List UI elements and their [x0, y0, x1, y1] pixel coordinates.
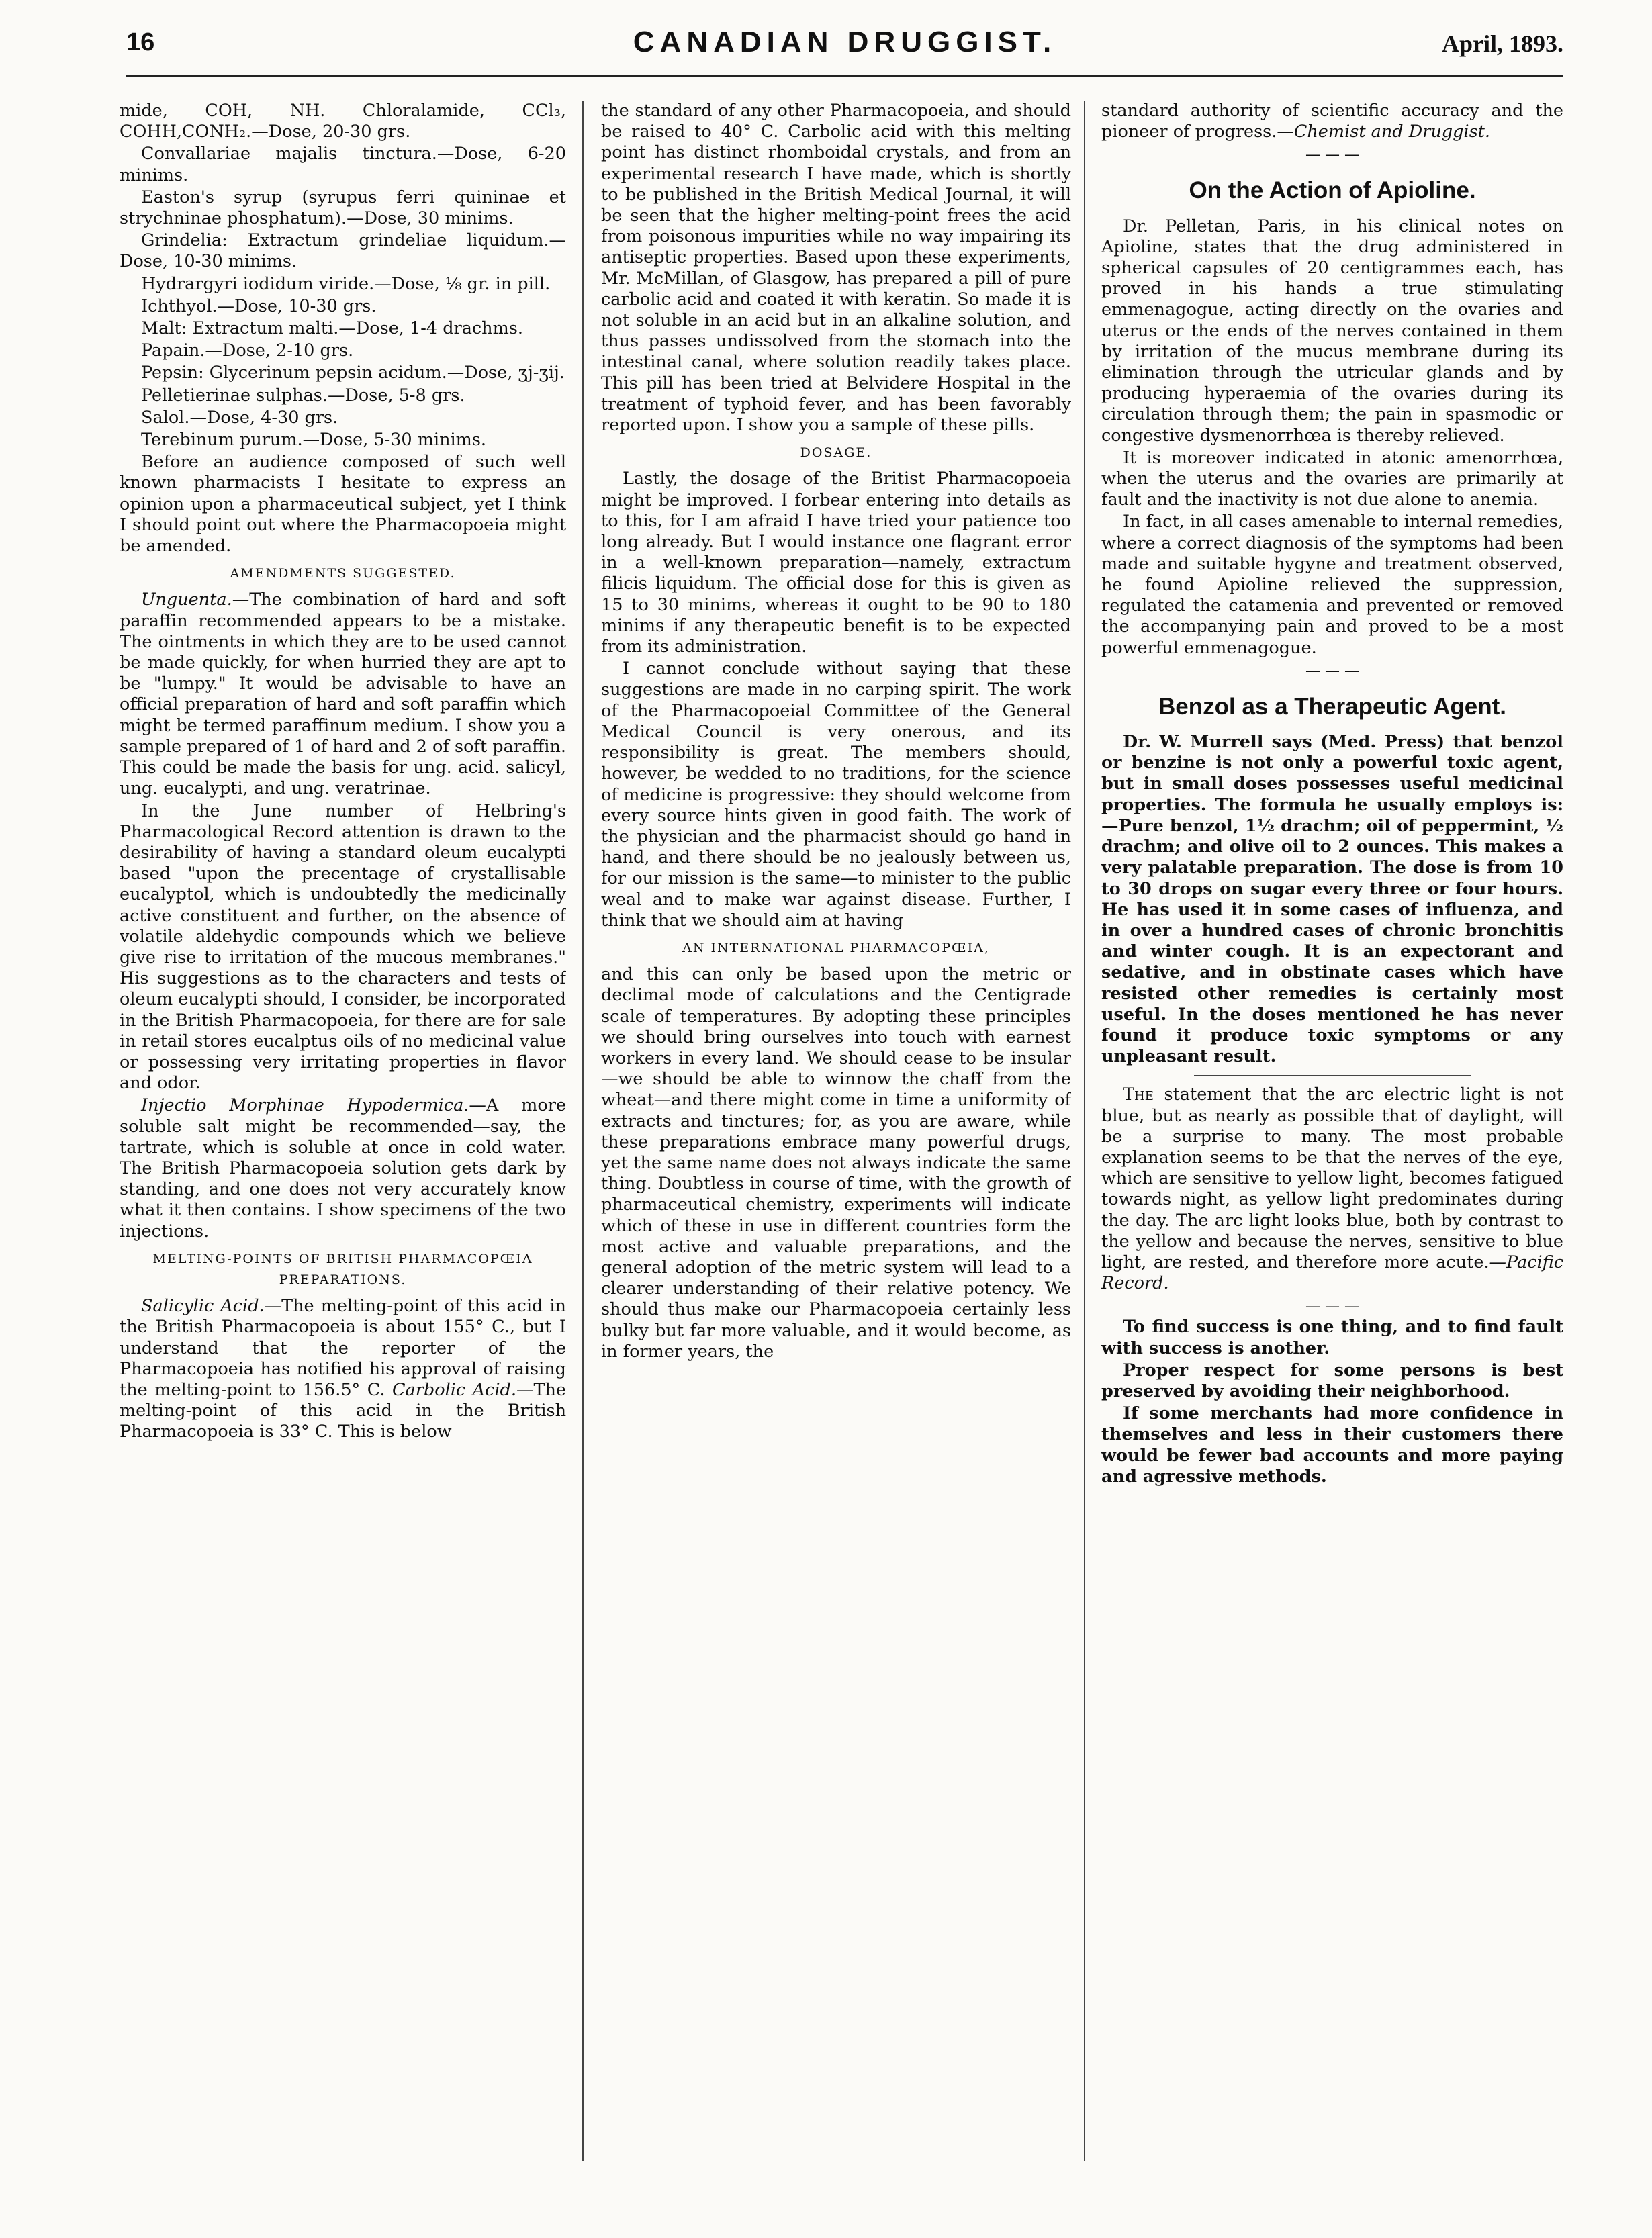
paragraph: Grindelia: Extractum grindeliae liquidum.—Dose, 10-30 minims. [120, 230, 566, 272]
paragraph-body: —A more soluble salt might be recommended—say, the tartrate, which is soluble at once in cold water. The British Pharmacopoeia solution gets dark by standing, and one does not very accurately know what it then contains. I show specimens of the two injections. [120, 1095, 566, 1242]
column-divider [1084, 101, 1085, 2161]
paragraph: and this can only be based upon the metric or declimal mode of calculations and the Centigrade scale of temperatures. By adopting these principles we should bring ourselves into touch with earnest workers in every land. We should cease to be insular—we should be able to winnow the chaff from the wheat—and there might come in time a uniformity of extracts and tinctures; for, as you are aware, while these preparations embrace many powerful drugs, yet the same name does not always indicate the same thing. Doubtless in course of time, with the growth of pharmaceutical chemistry, experiments will indicate which of these in use in different countries form the most active and valuable preparations, and the general adoption of the metric system will lead to a clearer understanding of their relative potency. We should thus make our Pharmacopoeia certainly less bulky but far more valuable, and it would become, as in former years, the [601, 964, 1071, 1362]
paragraph: Terebinum purum.—Dose, 5-30 minims. [141, 430, 487, 451]
paragraph: Easton's syrup (syrupus ferri quininae et strychninae phosphatum).—Dose, 30 minims. [120, 187, 566, 229]
paragraph: Ichthyol.—Dose, 10-30 grs. [141, 295, 377, 316]
source-credit: —Chemist and Druggist. [1277, 122, 1491, 142]
separator: — — — [1305, 662, 1359, 680]
paragraph: I cannot conclude without saying that these suggestions are made in no carping spirit. The work of the Pharmacopoeial Committee of the General Medical Council is very onerous, and its responsibility is great. The members should, however, be wedded to no traditions, for the science of medicine is progressive: they should welcome from every source hints given in good faith. The work of the physician and the pharmacist should go hand in hand, and there should be no jealously between us, for our mission is the same—to minister to the public weal and to make war against disease. Further, I think that we should aim at having [601, 659, 1071, 931]
column-right [1101, 101, 1563, 2161]
paragraph-lead: Salicylic Acid. [141, 1296, 265, 1317]
paragraph: the standard of any other Pharmacopoeia, and should be raised to 40° C. Carbolic acid with this melting point has distinct rhomboidal crystals, and from an experimental research I have made, which is shortly to be published in the British Medical Journal, it will be seen that the higher melting-point frees the acid from poisonous impurities while no way impairing its antiseptic properties. Based upon these experiments, Mr. McMillan, of Glasgow, has prepared a pill of pure carbolic acid and coated it with keratin. So made it is not soluble in an acid but in an alkaline solution, and thus passes undissolved from the stomach into the intestinal canal, where solution readily takes place. This pill has been tried at Belvidere Hospital in the treatment of typhoid fever, and has been favorably reported upon. I show you a sample of these pills. [601, 101, 1071, 436]
paragraph: Dr. Pelletan, Paris, in his clinical notes on Apioline, states that the drug administered in spherical capsules of 20 centigrammes each, has proved in his hands a true stimulating emmenagogue, acting directly on the ovaries and uterus or the ends of the nerves contained in them by irritation of the mucus membrane during its elimination through the utricular glands and by producing hyperaemia of the ovaries during its circulation through them; the pain in spasmodic or congestive dysmenorrhœa is thereby relieved. [1101, 216, 1563, 446]
source-credit: —Pacific Record. [1101, 1252, 1563, 1294]
column-middle [601, 101, 1071, 2161]
paragraph: Dr. W. Murrell says (Med. Press) that benzol or benzine is not only a powerful toxic agent, but in small doses possesses useful medicinal properties. The formula he usually employs is:—Pure benzol, 1½ drachm; oil of peppermint, ½ drachm; and olive oil to 2 ounces. This makes a very palatable preparation. The dose is from 10 to 30 drops on sugar every three or four hours. He has used it in some cases of influenza, and in over a hundred cases of chronic bronchitis and winter cough. It is an expectorant and sedative, and in obstinate cases which have resisted other remedies is certainly most useful. In the doses mentioned he has never found it produce toxic symptoms or any unpleasant result. [1101, 732, 1563, 1067]
page-number: 16 [126, 28, 155, 56]
paragraph: Pelletierinae sulphas.—Dose, 5-8 grs. [141, 385, 465, 406]
paragraph: Proper respect for some persons is best preserved by avoiding their neighborhood. [1101, 1360, 1563, 1401]
paragraph-lead: Unguenta. [141, 590, 232, 610]
paragraph: mide, COH, NH. Chloralamide, CCl₃, COHH,CONH₂.—Dose, 20-30 grs. [120, 101, 566, 142]
paragraph: Papain.—Dose, 2-10 grs. [141, 340, 354, 361]
issue-date: April, 1893. [1441, 30, 1563, 57]
paragraph: Convallariae majalis tinctura.—Dose, 6-20 minims. [120, 144, 566, 185]
paragraph-lead: Injectio Morphinae Hypodermica. [141, 1095, 469, 1116]
paragraph: Salol.—Dose, 4-30 grs. [141, 407, 338, 428]
paragraph: Hydrargyri iodidum viride.—Dose, ⅛ gr. in pill. [141, 273, 551, 294]
paragraph: Malt: Extractum malti.—Dose, 1-4 drachms. [141, 318, 523, 339]
paragraph-lead: Carbolic Acid. [392, 1379, 516, 1400]
paragraph: To find success is one thing, and to find fault with success is another. [1101, 1317, 1563, 1358]
paragraph [120, 590, 566, 799]
paragraph-body: statement that the arc electric light is not blue, but as nearly as possible that of daylight, will be a surprise to many. The most probable explanation seems to be that the nerves of the eye, which are sensitive to yellow light, becomes fatigued towards night, as yellow light predominates during the day. The arc light looks blue, both by contrast to the yellow and because the nerves, sensitive to blue light, are rested, and therefore more acute. [1101, 1084, 1563, 1272]
separator: — — — [1305, 146, 1359, 164]
paragraph-body: —The combination of hard and soft paraffin recommended appears to be a mistake. The ointments in which they are to be used cannot be made quickly, for when hurried they are apt to be "lumpy." It would be advisable to have an official preparation of hard and soft paraffin which might be termed paraffinum medium. I show you a sample prepared of 1 of hard and 2 of soft paraffin. This could be made the basis for ung. acid. salicyl, ung. eucalypti, and ung. veratrinae. [120, 590, 566, 799]
publication-title: CANADIAN DRUGGIST. [633, 26, 1057, 58]
paragraph-body: —The melting-point of this acid in the British Pharmacopoeia is about 155° C., but I understand that the reporter of the Pharmacopoeia has notified his approval of raising the melting-point to 156.5° C. [120, 1296, 566, 1400]
section-subheading: DOSAGE. [800, 445, 872, 461]
paragraph: Lastly, the dosage of the Britist Pharmacopoeia might be improved. I forbear entering into details as to this, for I am afraid I have tried your patience too long already. But I would instance one flagrant error in a well-known preparation—namely, extractum filicis liquidum. The official dose for this is given as 15 to 30 minims, whereas it ought to be 90 to 180 minims if any therapeutic benefit is to be expected from its administration. [601, 469, 1071, 657]
paragraph-body: —The melting-point of this acid in the British Pharmacopoeia is 33° C. This is below [120, 1379, 566, 1442]
separator-rule [1194, 1075, 1471, 1076]
column-left [120, 101, 566, 2161]
paragraph-lead: The [1123, 1084, 1154, 1105]
section-subheading: AMENDMENTS SUGGESTED. [230, 566, 456, 581]
section-subheading: AN INTERNATIONAL PHARMACOPŒIA, [682, 940, 990, 955]
paragraph: If some merchants had more confidence in themselves and less in their customers there would be fewer bad accounts and more paying and agressive methods. [1101, 1403, 1563, 1487]
paragraph: In fact, in all cases amenable to internal remedies, where a correct diagnosis of the symptoms had been made and suitable hygyne and treatment observed, he found Apioline relieved the suppression, regulated the catamenia and prevented or removed the accompanying pain and proved to be a most powerful emmenagogue. [1101, 512, 1563, 658]
article-heading: On the Action of Apioline. [1189, 177, 1476, 204]
paragraph [120, 1296, 566, 1442]
header-rule [126, 75, 1563, 77]
paragraph [1101, 1084, 1563, 1294]
paragraph-body: standard authority of scientific accuracy and the pioneer of progress. [1101, 101, 1563, 142]
separator: — — — [1305, 1298, 1359, 1315]
paragraph [1101, 101, 1563, 142]
paragraph [120, 1095, 566, 1242]
paragraph: Pepsin: Glycerinum pepsin acidum.—Dose, ʒj-ʒij. [141, 363, 565, 383]
section-subheading: MELTING-POINTS OF BRITISH PHARMACOPŒIA PREPARATIONS. [152, 1251, 533, 1287]
column-divider [582, 101, 584, 2161]
article-heading: Benzol as a Therapeutic Agent. [1158, 693, 1506, 720]
paragraph: In the June number of Helbring's Pharmacological Record attention is drawn to the desirability of having a standard oleum eucalypti based "upon the precentage of crystallisable eucalyptol, which is undoubtedly the medicinally active constituent and further, on the absence of volatile aldehydic compounds which we believe give rise to irritation of the mucous membranes." His suggestions as to the characters and tests of oleum eucalypti should, I consider, be incorporated in the British Pharmacopoeia, for there are for sale in retail stores eucalptus oils of no medicinal value or possessing very irritating properties in flavor and odor. [120, 800, 566, 1094]
page-header [126, 26, 1563, 73]
paragraph: Before an audience composed of such well known pharmacists I hesitate to express an opinion upon a pharmaceutical subject, yet I think I should point out where the Pharmacopoeia might be amended. [120, 452, 566, 557]
paragraph: It is moreover indicated in atonic amenorrhœa, when the uterus and the ovaries are primarily at fault and the inactivity is not due alone to anemia. [1101, 447, 1563, 510]
